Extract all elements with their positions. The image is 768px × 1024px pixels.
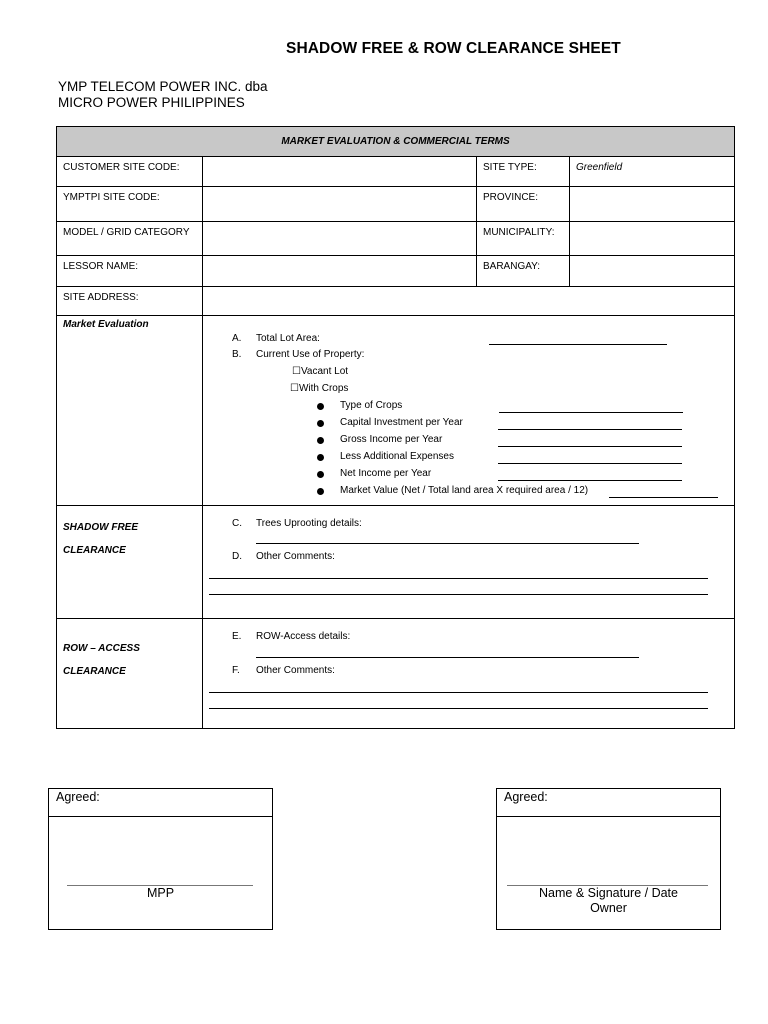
owner-signature-box [496, 788, 721, 930]
row-other-comments-label: Other Comments: [256, 665, 335, 676]
owner-agreed-label: Agreed: [497, 789, 720, 817]
market-value-label: Market Value (Net / Total land area X required area / 12) [340, 485, 589, 496]
shadow-free-title-line2: CLEARANCE [63, 545, 126, 556]
item-d-letter: D. [232, 551, 242, 562]
row-access-title [57, 619, 203, 729]
row-comments-line-1[interactable] [209, 692, 708, 693]
lessor-name-field[interactable] [203, 256, 477, 287]
site-address-label: SITE ADDRESS: [57, 287, 203, 316]
bullet-icon [317, 420, 324, 427]
table-header: MARKET EVALUATION & COMMERCIAL TERMS [57, 127, 735, 157]
net-income-line[interactable] [498, 480, 682, 481]
barangay-field[interactable] [570, 256, 735, 287]
company-name-line2: MICRO POWER PHILIPPINES [58, 94, 245, 110]
ymptpi-site-code-label: YMPTPI SITE CODE: [57, 187, 203, 222]
owner-caption-line2: Owner [590, 901, 627, 915]
with-crops-option[interactable] [290, 383, 348, 394]
company-block [58, 79, 268, 110]
current-use-label: Current Use of Property: [256, 349, 365, 360]
mpp-agreed-label: Agreed: [49, 789, 272, 817]
model-grid-category-label: MODEL / GRID CATEGORY [57, 222, 203, 256]
province-label: PROVINCE: [477, 187, 570, 222]
document-title: SHADOW FREE & ROW CLEARANCE SHEET [286, 40, 621, 57]
gross-income-label: Gross Income per Year [340, 434, 443, 445]
owner-caption-line1: Name & Signature / Date [539, 886, 678, 900]
row-access-title-line1: ROW – ACCESS [63, 643, 140, 654]
row-comments-line-2[interactable] [209, 708, 708, 709]
checkbox-icon: ☐ [290, 383, 299, 394]
company-name-line1: YMP TELECOM POWER INC. dba [58, 79, 268, 94]
item-c-letter: C. [232, 518, 242, 529]
item-e-letter: E. [232, 631, 242, 642]
bullet-icon [317, 471, 324, 478]
additional-expenses-label: Less Additional Expenses [340, 451, 454, 462]
municipality-label: MUNICIPALITY: [477, 222, 570, 256]
site-address-field[interactable] [203, 287, 735, 316]
item-f-letter: F. [232, 665, 240, 676]
capital-investment-line[interactable] [498, 429, 682, 430]
trees-uprooting-label: Trees Uprooting details: [256, 518, 362, 529]
total-lot-area-line[interactable] [489, 344, 667, 345]
customer-site-code-label: CUSTOMER SITE CODE: [57, 157, 203, 187]
row-access-details-label: ROW-Access details: [256, 631, 351, 642]
shadow-free-title-line1: SHADOW FREE [63, 522, 138, 533]
row-access-details-line[interactable] [256, 657, 639, 658]
model-grid-category-field[interactable] [203, 222, 477, 256]
item-b-letter: B. [232, 349, 242, 360]
shadow-comments-line-1[interactable] [209, 578, 708, 579]
market-value-line[interactable] [609, 497, 718, 498]
barangay-label: BARANGAY: [477, 256, 570, 287]
net-income-label: Net Income per Year [340, 468, 432, 479]
market-evaluation-title: Market Evaluation [57, 316, 203, 506]
shadow-other-comments-label: Other Comments: [256, 551, 335, 562]
type-of-crops-label: Type of Crops [340, 400, 403, 411]
province-field[interactable] [570, 187, 735, 222]
market-evaluation-section [203, 316, 735, 506]
additional-expenses-line[interactable] [498, 463, 682, 464]
clearance-table [56, 126, 735, 729]
capital-investment-label: Capital Investment per Year [340, 417, 463, 428]
total-lot-area-label: Total Lot Area: [256, 333, 320, 344]
gross-income-line[interactable] [498, 446, 682, 447]
bullet-icon [317, 488, 324, 495]
type-of-crops-line[interactable] [499, 412, 683, 413]
shadow-free-title [57, 506, 203, 619]
mpp-signature-box [48, 788, 273, 930]
shadow-comments-line-2[interactable] [209, 594, 708, 595]
item-a-letter: A. [232, 333, 242, 344]
trees-uprooting-line[interactable] [256, 543, 639, 544]
checkbox-icon: ☐ [292, 366, 301, 377]
shadow-free-section [203, 506, 735, 619]
vacant-lot-label: Vacant Lot [300, 366, 349, 377]
lessor-name-label: LESSOR NAME: [57, 256, 203, 287]
site-type-label: SITE TYPE: [477, 157, 570, 187]
municipality-field[interactable] [570, 222, 735, 256]
bullet-icon [317, 403, 324, 410]
bullet-icon [317, 454, 324, 461]
with-crops-label: With Crops [298, 383, 349, 394]
bullet-icon [317, 437, 324, 444]
site-type-value[interactable]: Greenfield [570, 157, 735, 187]
customer-site-code-field[interactable] [203, 157, 477, 187]
mpp-caption: MPP [146, 886, 175, 900]
vacant-lot-option[interactable] [292, 366, 348, 377]
ymptpi-site-code-field[interactable] [203, 187, 477, 222]
owner-caption [497, 886, 720, 916]
row-access-section [203, 619, 735, 729]
row-access-title-line2: CLEARANCE [63, 666, 126, 677]
